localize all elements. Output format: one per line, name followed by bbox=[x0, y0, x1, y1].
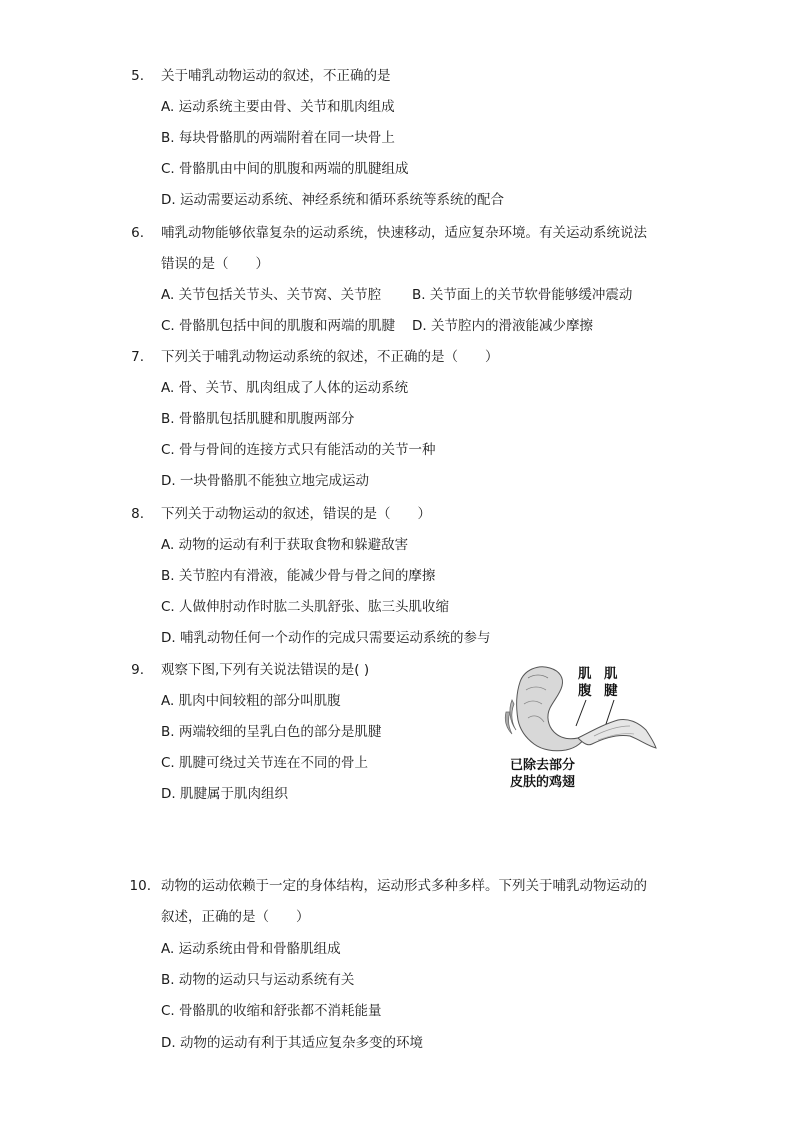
option-c: C. 骨骼肌的收缩和舒张都不消耗能量 bbox=[161, 1003, 382, 1019]
option-b: B. 关节腔内有滑液，能减少骨与骨之间的摩擦 bbox=[161, 568, 436, 584]
option-d: D. 肌腱属于肌肉组织 bbox=[161, 786, 288, 802]
question-stem: 哺乳动物能够依靠复杂的运动系统，快速移动，适应复杂环境。有关运动系统说法 bbox=[161, 225, 647, 241]
option-d: D. 一块骨骼肌不能独立地完成运动 bbox=[161, 473, 369, 489]
question-stem: 观察下图,下列有关说法错误的是( ) bbox=[161, 662, 370, 678]
figure-caption-line-1: 已除去部分 bbox=[510, 758, 576, 773]
question-number: 5. bbox=[131, 68, 144, 84]
option-d: D. 关节腔内的滑液能减少摩擦 bbox=[412, 318, 593, 334]
option-b: B. 骨骼肌包括肌腱和肌腹两部分 bbox=[161, 411, 355, 427]
option-c: C. 人做伸肘动作时肱二头肌舒张、肱三头肌收缩 bbox=[161, 599, 450, 615]
question-stem: 下列关于哺乳动物运动系统的叙述，不正确的是（ ） bbox=[161, 349, 499, 365]
option-a: A. 肌肉中间较粗的部分叫肌腹 bbox=[161, 693, 341, 709]
option-b: B. 两端较细的呈乳白色的部分是肌腱 bbox=[161, 724, 382, 740]
option-b: B. 每块骨骼肌的两端附着在同一块骨上 bbox=[161, 130, 395, 146]
option-a: A. 关节包括关节头、关节窝、关节腔 bbox=[161, 287, 382, 303]
option-b: B. 关节面上的关节软骨能够缓冲震动 bbox=[412, 287, 633, 303]
option-b: B. 动物的运动只与运动系统有关 bbox=[161, 972, 355, 988]
option-a: A. 运动系统主要由骨、关节和肌肉组成 bbox=[161, 99, 395, 115]
option-c: C. 肌腱可绕过关节连在不同的骨上 bbox=[161, 755, 369, 771]
option-d: D. 动物的运动有利于其适应复杂多变的环境 bbox=[161, 1035, 423, 1051]
label-muscle-belly: 肌 腹 bbox=[578, 666, 592, 699]
option-a: A. 动物的运动有利于获取食物和躲避敌害 bbox=[161, 537, 409, 553]
chicken-wing-figure bbox=[498, 660, 668, 795]
question-number: 9. bbox=[131, 662, 144, 678]
question-stem-continued: 叙述，正确的是（ ） bbox=[161, 909, 310, 925]
question-number: 8. bbox=[131, 506, 144, 522]
question-number: 7. bbox=[131, 349, 144, 365]
question-number: 6. bbox=[131, 225, 144, 241]
question-stem-continued: 错误的是（ ） bbox=[161, 256, 269, 272]
question-stem: 关于哺乳动物运动的叙述，不正确的是 bbox=[161, 68, 391, 84]
question-stem: 下列关于动物运动的叙述，错误的是（ ） bbox=[161, 506, 431, 522]
option-d: D. 运动需要运动系统、神经系统和循环系统等系统的配合 bbox=[161, 192, 504, 208]
option-a: A. 运动系统由骨和骨骼肌组成 bbox=[161, 941, 341, 957]
question-number: 10. bbox=[129, 878, 151, 894]
option-a: A. 骨、关节、肌肉组成了人体的运动系统 bbox=[161, 380, 409, 396]
option-d: D. 哺乳动物任何一个动作的完成只需要运动系统的参与 bbox=[161, 630, 491, 646]
label-tendon: 肌 腱 bbox=[604, 666, 618, 699]
figure-caption-line-2: 皮肤的鸡翅 bbox=[510, 775, 576, 790]
question-stem: 动物的运动依赖于一定的身体结构，运动形式多种多样。下列关于哺乳动物运动的 bbox=[161, 878, 647, 894]
option-c: C. 骨与骨间的连接方式只有能活动的关节一种 bbox=[161, 442, 436, 458]
option-c: C. 骨骼肌由中间的肌腹和两端的肌腱组成 bbox=[161, 161, 409, 177]
option-c: C. 骨骼肌包括中间的肌腹和两端的肌腱 bbox=[161, 318, 396, 334]
